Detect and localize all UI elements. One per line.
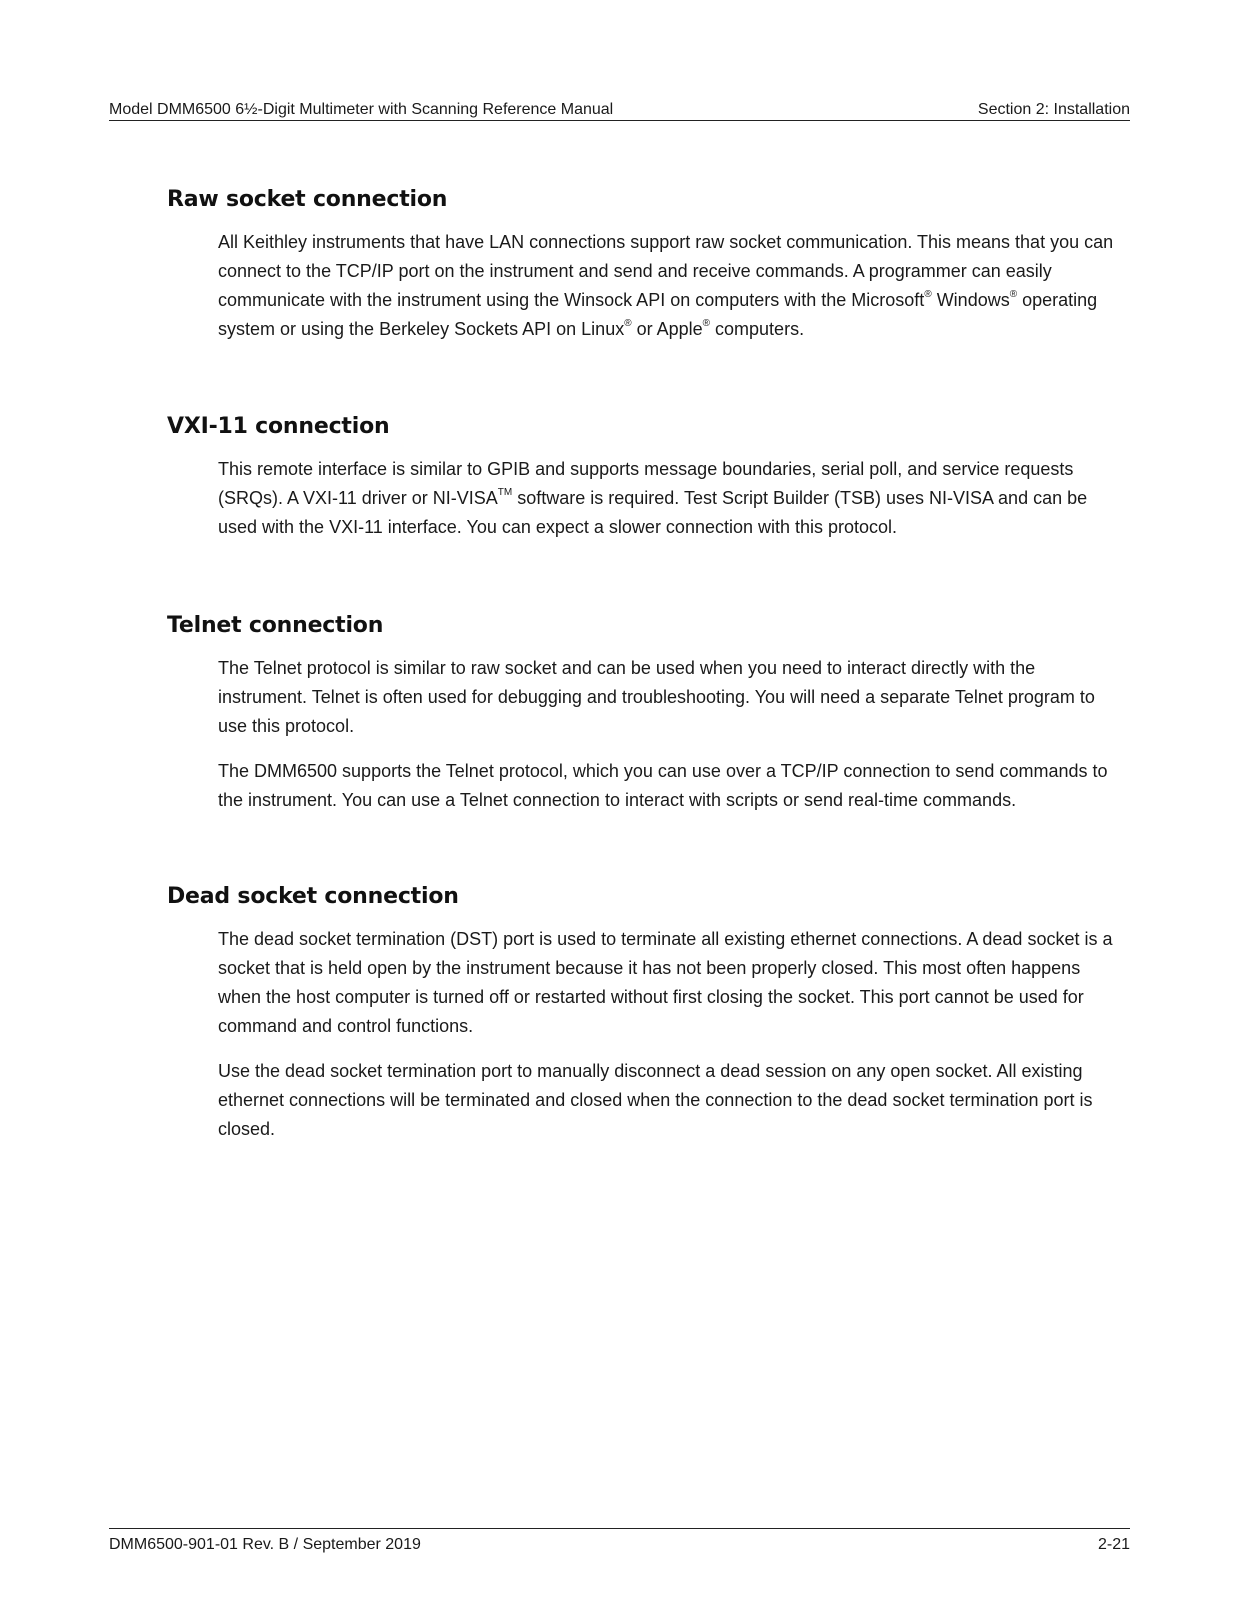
paragraph-raw-socket [218, 228, 1128, 344]
section-dead-socket [167, 883, 1127, 1144]
text-run: This remote interface is similar to GPIB and supports message boundaries, serial poll, and service requests (SRQs). A VXI-11 driver or NI-VISA [218, 459, 1074, 508]
manual-title: Model DMM6500 6½-Digit Multimeter with Scanning Reference Manual [109, 101, 614, 118]
text-run: Windows [931, 290, 1010, 310]
paragraph-dead-socket-1: The dead socket termination (DST) port is used to terminate all existing ethernet connections. A dead socket is a socket that is held open by the instrument because it has not been properly closed. This most often happens when the host computer is turned off or restarted without first closing the socket. This port cannot be used for command and control functions. [218, 929, 1113, 1036]
paragraph-vxi11 [218, 455, 1128, 542]
text-run: software is required. Test Script Builder (TSB) uses NI-VISA and can be used with the VXI-11 interface. You can expect a slower connection with this protocol. [218, 488, 1088, 537]
section-title: Section 2: Installation [977, 101, 1130, 118]
section-vxi11 [167, 413, 1127, 542]
registered-mark: ® [1009, 289, 1018, 300]
registered-mark: ® [924, 289, 932, 300]
text-run: computers. [710, 319, 805, 339]
heading-dead-socket: Dead socket connection [167, 884, 459, 909]
page-footer [109, 1528, 1130, 1553]
trademark-mark: TM [497, 487, 513, 498]
registered-mark: ® [624, 318, 632, 329]
text-run: operating system or using the Berkeley Sockets API on Linux [218, 290, 1098, 339]
text-run: All Keithley instruments that have LAN connections support raw socket communication. This means that you can connect to the TCP/IP port on the instrument and send and receive commands. A programmer can easily communicate with the instrument using the Winsock API on computers with the Microsoft [218, 232, 1114, 310]
heading-raw-socket: Raw socket connection [167, 187, 448, 212]
document-id: DMM6500-901-01 Rev. B / September 2019 [109, 1536, 421, 1553]
registered-mark: ® [702, 318, 711, 329]
paragraph-telnet-1: The Telnet protocol is similar to raw socket and can be used when you need to interact directly with the instrument. Telnet is often used for debugging and troubleshooting. You will need a separate Telnet program to use this protocol. [218, 658, 1095, 736]
section-telnet [167, 612, 1127, 815]
heading-telnet: Telnet connection [167, 613, 384, 638]
section-raw-socket [167, 186, 1127, 344]
paragraph-telnet-2: The DMM6500 supports the Telnet protocol, which you can use over a TCP/IP connection to send commands to the instrument. You can use a Telnet connection to interact with scripts or send real-time commands. [218, 761, 1108, 810]
heading-vxi11: VXI-11 connection [167, 414, 390, 439]
paragraph-dead-socket-2: Use the dead socket termination port to manually disconnect a dead session on any open socket. All existing ethernet connections will be terminated and closed when the connection to the dead socket termination port is closed. [218, 1061, 1093, 1139]
page-number: 2-21 [1097, 1536, 1130, 1553]
text-run: or Apple [631, 319, 703, 339]
page-header [109, 98, 1130, 121]
